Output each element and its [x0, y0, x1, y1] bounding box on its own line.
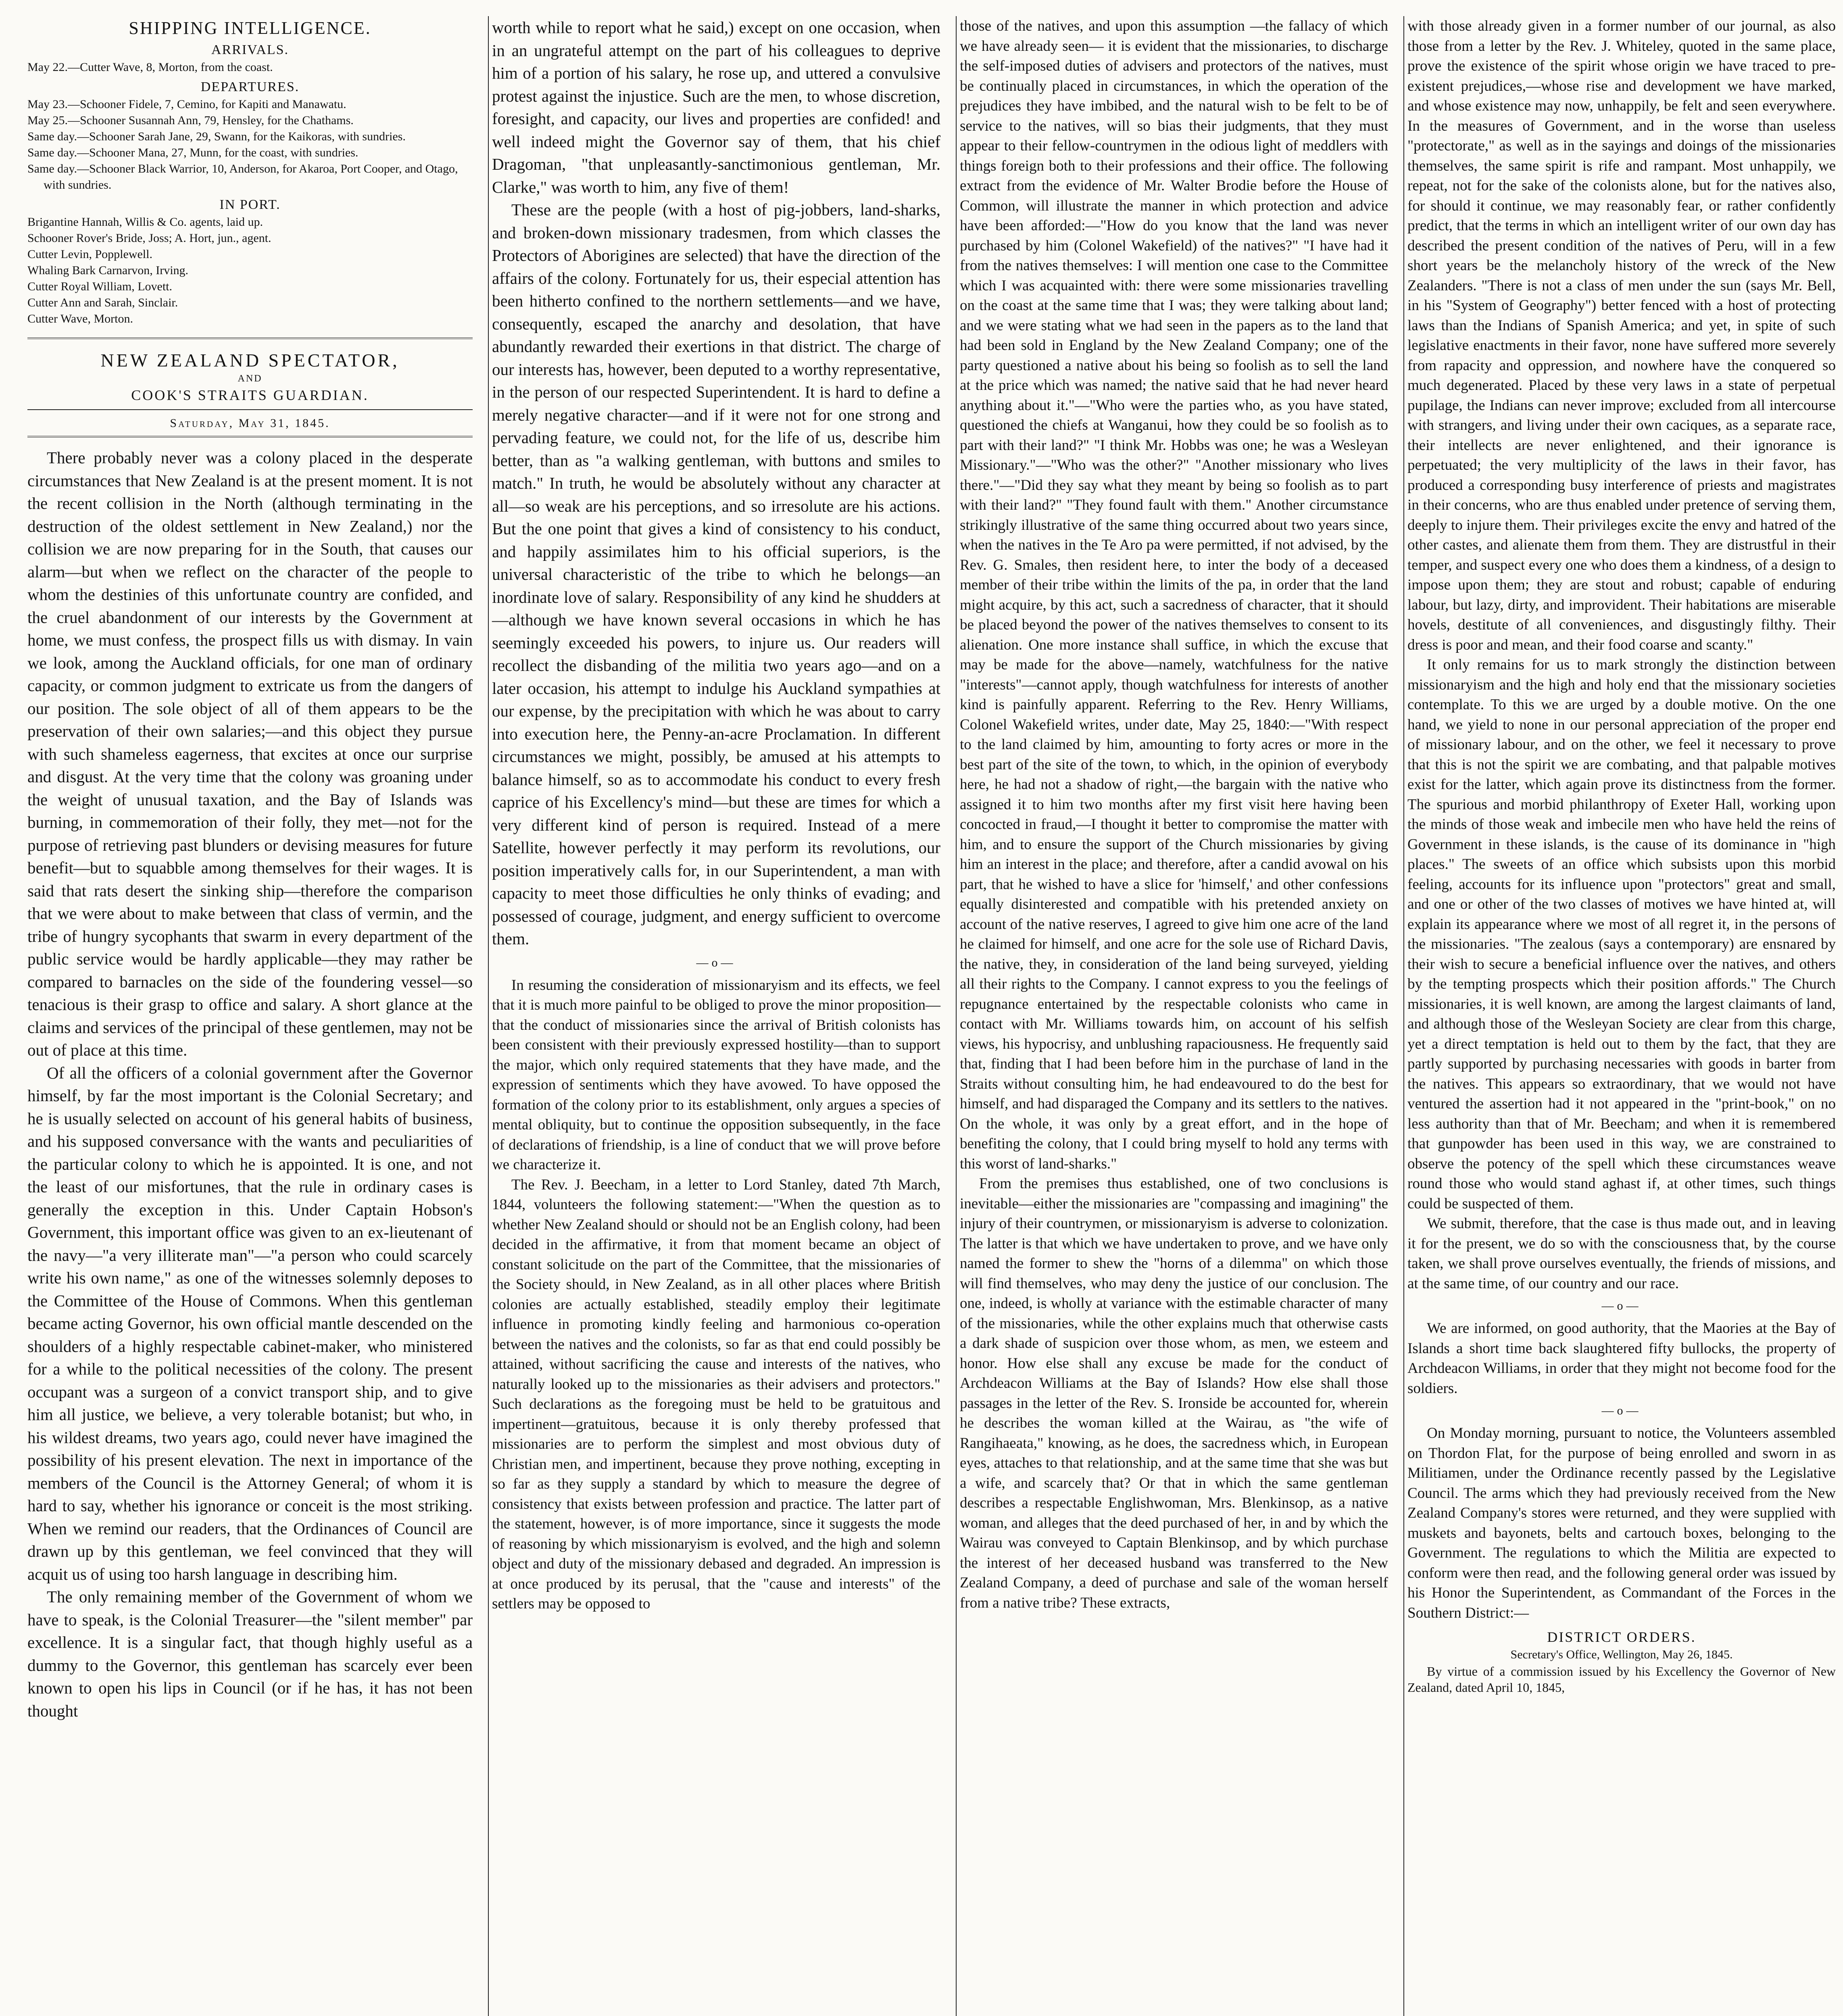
departure-entry: Same day.—Schooner Black Warrior, 10, Anderson, for Akaroa, Port Cooper, and Otago, with sundries. — [27, 162, 458, 192]
in-port-entry: Whaling Bark Carnarvon, Irving. — [27, 264, 189, 277]
section-separator: —o— — [1601, 1404, 1642, 1417]
arrivals-heading: ARRIVALS. — [211, 42, 289, 57]
article-paragraph: It only remains for us to mark strongly the distinction between missionaryism and the high and holy end that the missionary societies contemplate. To this we are urged by a double motive. On the one hand, we yield to none in our personal appreciation of the proper end of missionary labour, and on the other, we feel it necessary to prove that this is not the spirit we are combating, and that palpable motives exist for the latter, which again prove its distinctness from the former. The spurious and morbid philanthropy of Exeter Hall, working upon the minds of those weak and imbecile men who have held the reins of Government in these islands, is the cause of its dominance in "high places." The sweets of an office which subsists upon this morbid feeling, accounts for its influence upon "protectors" great and small, and one or other of the two classes of motives we have hinted at, will explain its appearance where we most of all regret it, in the persons of the missionaries. "The zealous (says a contemporary) are ensnared by their wish to secure a beneficial influence over the natives, and others by the tempting prospects which their position affords." The Church missionaries, it is well known, are among the largest claimants of land, and although those of the Wesleyan Society are clear from this charge, yet a direct temptation is held out to them by the fact, that they are partly supported by purchasing necessaries with goods in barter from the natives. This appears so extraordinary, that we would not have ventured the assertion had it not appeared in the "print-book," on no less authority than that of Mr. Beecham; and when it is remembered that gunpowder has been used in this way, we are constrained to observe the potency of the spell which these circumstances weave round those who would stand aghast if, at other times, such things could be suspected of them. — [1407, 656, 1836, 1212]
article-paragraph: those of the natives, and upon this assumption —the fallacy of which we have already seen— it is evident that the missionaries, to discharge the self-imposed duties of advisers and protectors of the natives, must be continually placed in circumstances, in which the operation of the prejudices they have imbibed, and the natural wish to be felt to be of service to the natives, will so bias their judgments, that they must appear to their fellow-countrymen in the odious light of meddlers with things foreign both to their professions and their office. The following extract from the evidence of Mr. Walter Brodie before the House of Common, will illustrate the manner in which protection and advice have been afforded:—"How do you know that the land was never purchased by him (Colonel Wakefield) of the natives?" "I have had it from the natives themselves: I will mention one case to the Committee which I was acquainted with: there were some missionaries travelling on the coast at the same time that I was; they were talking about land; and we were stating what we had seen in the papers as to the land that had been sold in England by the New Zealand Company; one of the party questioned a native about his being so foolish as to sell the land at the price which was named; the native said that he had never heard anything about it."—"Who were the parties who, as you have stated, questioned the chiefs at Wanganui, how they could be so foolish as to part with their land?" "I think Mr. Hobbs was one; he was a Wesleyan Missionary."—"Who was the other?" "Another missionary who lives there."—"Did they say what they meant by being so foolish as to part with their land?" "They found fault with them." Another circumstance strikingly illustrative of the same thing occurred about two years since, when the natives in the Te Aro pa were permitted, if not advised, by the Rev. G. Smales, then resident here, to inter the body of a deceased member of their tribe within the limits of the pa, in order that the land might acquire, by this act, such a sacredness of character, that it should be placed beyond the power of the natives themselves to consent to its alienation. One more instance shall suffice, in which the excuse that may be made for the above—namely, watchfulness for the native "interests"—cannot apply, though watchfulness for interests of another kind is painfully apparent. Referring to the Rev. Henry Williams, Colonel Wakefield writes, under date, May 25, 1840:—"With respect to the land claimed by him, amounting to forty acres or more in the best part of the site of the town, to which, in the opinion of everybody here, he had not a shadow of right,—the bargain with the native who assigned it to him two months after my first visit here having been concocted in fraud,—I thought it better to compromise the matter with him, and to ensure the support of the Church missionaries by giving him an interest in the place; and therefore, after a candid avowal on his part, that he wished to have a slice for 'himself,' and other confessions equally disinterested and compatible with his pretended anxiety on account of the native reserves, I agreed to give him one acre of the land he claimed for himself, and one acre for the sole use of Richard Davis, the native, they, in consideration of the land being surveyed, yielding all their rights to the Company. I cannot express to you the feelings of repugnance entertained by the respectable colonists who came in contact with Mr. Williams towards him, on account of his selfish views, his hypocrisy, and unblushing rapaciousness. He frequently said that, finding that I had been before him in the purchase of land in the Straits without consulting him, he had endeavoured to do the best for himself, and had disparaged the Company and its settlers to the natives. On the whole, it was only by a great effort, and in the hope of benefiting the colony, that I could bring myself to hold any terms with this worst of land-sharks." — [960, 18, 1388, 1172]
article-paragraph: There probably never was a colony placed in the desperate circumstances that New Zealand is at the present moment. It is not the recent collision in the North (although terminating in the destruction of the oldest settlement in New Zealand,) nor the collision we are now preparing for in the South, that causes our alarm—but when we reflect on the character of the people to whom the destinies of this unfortunate country are confided, and the cruel abandonment of our interests by the Government at home, we must confess, the prospect fills us with dismay. In vain we look, among the Auckland officials, for one man of ordinary capacity, or common judgment to extricate us from the dangers of our position. The sole object of all of them appears to be the preservation of their own salaries;—and this object they pursue with such shameless eagerness, that excites at once our surprise and disgust. At the very time that the colony was groaning under the weight of unusual taxation, and the Bay of Islands was burning, in commemoration of their folly, they met—not for the purpose of retrieving past blunders or devising measures for future benefit—but to squabble among themselves for their wages. It is said that rats desert the sinking ship—therefore the comparison that we were about to make between that class of vermin, and the tribe of hungry sycophants that swarm in every department of the public service would be hardly applicable—they may rather be compared to barnacles on the side of the foundering vessel—so tenacious is their grasp to office and salary. A short glance at the claims and services of the principal of these gentlemen, may not be out of place at this time. — [27, 448, 473, 1059]
masthead — [27, 350, 473, 437]
article-paragraph: Of all the officers of a colonial government after the Governor himself, by far the most important is the Colonial Secretary; and he is usually selected on account of his general habits of business, and his supposed conversance with the wants and peculiarities of the particular colony to which he is appointed. It is one, and not the least of our misfortunes, that the rule in ordinary cases is generally the exception in this. Under Captain Hobson's Government, this important office was given to an ex-lieutenant of the navy—"a very illiterate man"—"a person who could scarcely write his own name," as one of the witnesses solemnly deposes to the Committee of the House of Commons. When this gentleman became acting Governor, his own official mantle descended on the shoulders of a highly respectable cabinet-maker, who ministered for a while to the political necessities of the colony. The present occupant was a surgeon of a convict transport ship, and to give him all justice, we believe, a very tolerable botanist; but who, in his wildest dreams, two years ago, could never have imagined the possibility of his present elevation. The next in importance of the members of the Council is the Attorney General; of whom it is hard to say, whether his ignorance or conceit is the most striking. When we remind our readers, that the Ordinances of Council are drawn up by this gentleman, we feel convinced that they will acquit us of using too harsh language in describing him. — [27, 1063, 473, 1583]
paper-subtitle: COOK'S STRAITS GUARDIAN. — [131, 387, 369, 403]
issue-date: Saturday, May 31, 1845. — [170, 417, 330, 430]
section-separator: —o— — [1601, 1299, 1642, 1312]
article-paragraph: These are the people (with a host of pig-jobbers, land-sharks, and broken-down missionary tradesmen, from which classes the Protectors of Aborigines are selected) that have the direction of the affairs of the colony. Fortunately for us, their especial attention has been hitherto confined to the northern settlements—and we have, consequently, escaped the anarchy and desolation, that have abundantly rewarded their exertions in that district. The charge of our interests has, however, been deputed to a worthy representative, in the person of our respected Superintendent. It is hard to define a merely negative character—and if it were not for one strong and pervading feature, we could not, for the life of us, describe him better, than as "a walking gentleman, with buttons and smiles to match." In truth, he would be absolutely without any character at all—so weak are his perceptions, and so irresolute are his actions. But the one point that gives a kind of consistency to his conduct, and happily assimilates him to his official superiors, is the universal characteristic of the tribe to which he belongs—an inordinate love of salary. Responsibility of any kind he shudders at—although we have known several occasions in which he has seemingly exceeded his powers, to injure us. Our readers will recollect the disbanding of the militia two years ago—and on a later occasion, his attempt to indulge his Auckland sympathies at our expense, by the precipitation with which he was about to carry into execution here, the Penny-an-acre Proclamation. In different circumstances we might, possibly, be amused at his attempts to balance himself, so as to accommodate his conduct to every fresh caprice of his Excellency's mind—but these are times for which a very different kind of person is required. Instead of a mere Satellite, however perfectly it may perform its revolutions, our position imperatively calls for, in our Superintendent, a man with capacity to meet those difficulties he only thinks of evading; and possessed of courage, judgment, and energy sufficient to overcome them. — [492, 200, 940, 948]
column-3 — [956, 16, 1391, 2016]
divider — [27, 409, 473, 410]
divider — [27, 436, 473, 437]
divider — [27, 337, 473, 339]
paper-title: NEW ZEALAND SPECTATOR, — [100, 350, 400, 371]
district-orders-heading: DISTRICT ORDERS. — [1547, 1629, 1696, 1645]
departure-entry: Same day.—Schooner Sarah Jane, 29, Swann, for the Kaikoras, with sundries. — [27, 130, 406, 143]
district-orders-text: By virtue of a commission issued by his Excellency the Governor of New Zealand, dated April 10, 1845, — [1407, 1664, 1836, 1695]
article-paragraph: In resuming the consideration of missionaryism and its effects, we feel that it is much more painful to be obliged to prove the minor proposition—that the conduct of missionaries since the arrival of British colonists has been consistent with their previously expressed hostility—than to support the major, which only required statements that they have made, and the expression of sentiments which they have avowed. To have opposed the formation of the colony prior to its establishment, only argues a species of mental obliquity, but to continue the opposition subsequently, in the face of declarations of friendship, is a line of conduct that we will prove before we characterize it. — [492, 977, 940, 1173]
article-paragraph: The Rev. J. Beecham, in a letter to Lord Stanley, dated 7th March, 1844, volunteers the following statement:—"When the question as to whether New Zealand should or should not be an English colony, had been decided in the affirmative, it from that moment became an object of constant solicitude on the part of the Committee, that the missionaries of the Society should, in New Zealand, as in all other places where British colonies are actually established, steadily employ their legitimate influence in promoting kindly feeling and harmonious co-operation between the natives and the colonists, so far as that end could possibly be attained, without sacrificing the cause and interests of the natives, who naturally looked up to the missionaries as their advisers and protectors." Such declarations as the foregoing must be held to be gratuitous and impertinent—gratuitous, because it is only thereby professed that missionaries are to perform the simplest and most obvious duty of Christian men, and impertinent, because they prove nothing, excepting in so far as they supply a standard by which to measure the degree of consistency that exists between profession and practice. The latter part of the statement, however, is of more importance, since it suggests the mode of reasoning by which missionaryism is evolved, and the high and solemn object and duty of the missionary debased and degraded. An impression is at once produced by its perusal, that the "cause and interests" of the settlers may be opposed to — [492, 1176, 940, 1612]
shipping-intelligence — [27, 18, 473, 327]
in-port-entry: Cutter Levin, Popplewell. — [27, 248, 152, 261]
in-port-heading: IN PORT. — [219, 197, 281, 212]
arrival-entry: May 22.—Cutter Wave, 8, Morton, from the coast. — [27, 60, 273, 74]
news-item-paragraph: We are informed, on good authority, that the Maories at the Bay of Islands a short time back slaughtered fifty bullocks, the property of Archdeacon Williams, in order that they might not become food for the soldiers. — [1407, 1320, 1836, 1397]
departures-heading: DEPARTURES. — [200, 79, 300, 94]
article-paragraph: We submit, therefore, that the case is thus made out, and in leaving it for the present, we do so with the consciousness that, by the course taken, we shall prove ourselves eventually, the friends of missions, and at the same time, of our country and our race. — [1407, 1215, 1836, 1292]
news-item-paragraph: On Monday morning, pursuant to notice, the Volunteers assembled on Thordon Flat, for the purpose of being enrolled and sworn in as Militiamen, under the Ordinance recently passed by the Legislative Council. The arms which they had previously received from the New Zealand Company's stores were returned, and they were supplied with muskets and bayonets, belts and cartouch boxes, belonging to the Government. The regulations to which the Militia are expected to conform were then read, and the following general order was issued by his Honor the Superintendent, as Commandant of the Forces in the Southern District:— — [1407, 1425, 1836, 1621]
article-paragraph: The only remaining member of the Government of whom we have to speak, is the Colonial Treasurer—the "silent member" par excellence. It is a singular fact, that though highly useful as a dummy to the Governor, this gentleman has scarcely ever been known to open his lips in Council (or if he has, it has not been thought — [27, 1587, 473, 1720]
in-port-entry: Schooner Rover's Bride, Joss; A. Hort, jun., agent. — [27, 231, 271, 245]
district-orders-office: Secretary's Office, Wellington, May 26, 1845. — [1510, 1648, 1733, 1661]
article-paragraph: From the premises thus established, one of two conclusions is inevitable—either the missionaries are "compassing and imagining" the injury of their countrymen, or missionaryism is adverse to colonization. The latter is that which we have undertaken to prove, and we have only named the former to shew the "horns of a dilemma" on which those will find themselves, who may deny the justice of our conclusion. The one, indeed, is wholly at variance with the estimable character of many of the missionaries, while the other explains much that otherwise casts a dark shade of suspicion over those whom, as men, we esteem and honor. How else shall any excuse be made for the conduct of Archdeacon Williams at the Bay of Islands? How else shall those passages in the letter of the Rev. S. Ironside be accounted for, wherein he describes the woman killed at the Wairau, as "the wife of Rangihaeata," knowing, as he does, the sacredness which, in European eyes, attaches to that relationship, and at the same time that she was but a wife, and scarcely that? Or that in which the same gentleman describes a respectable Englishwoman, Mrs. Blenkinsop, as a native woman, and alleges that the deed purchased of her, in and by which the Wairau was conveyed to Captain Blenkinsop, and by which purchase the interest of her deceased husband was transferred to the New Zealand Company, a deed of purchase and sale of the woman herself from a native tribe? These extracts, — [960, 1175, 1388, 1611]
departure-entry: May 23.—Schooner Fidele, 7, Cemino, for Kapiti and Manawatu. — [27, 98, 346, 111]
in-port-entry: Cutter Wave, Morton. — [27, 312, 133, 325]
in-port-entry: Cutter Royal William, Lovett. — [27, 280, 173, 293]
column-4 — [1403, 16, 1839, 2016]
in-port-entry: Cutter Ann and Sarah, Sinclair. — [27, 296, 178, 309]
column-1 — [24, 16, 476, 2016]
departure-entry: May 25.—Schooner Susannah Ann, 79, Hensley, for the Chathams. — [27, 114, 354, 127]
column-2 — [488, 16, 944, 2016]
departure-entry: Same day.—Schooner Mana, 27, Munn, for the coast, with sundries. — [27, 146, 359, 159]
in-port-entry: Brigantine Hannah, Willis & Co. agents, laid up. — [27, 215, 263, 229]
paper-and: AND — [238, 373, 263, 384]
shipping-title: SHIPPING INTELLIGENCE. — [129, 18, 371, 38]
article-paragraph: worth while to report what he said,) except on one occasion, when in an ungrateful attempt on the part of his colleagues to deprive him of a portion of his salary, he rose up, and uttered a convulsive protest against the injustice. Such are the men, to whose discretion, foresight, and capacity, our lives and properties are confided! and well indeed might the Governor say of them, that his chief Dragoman, "that unpleasantly-sanctimonious gentleman, Mr. Clarke," was worth to him, any five of them! — [492, 18, 940, 196]
article-paragraph: with those already given in a former number of our journal, as also those from a letter by the Rev. J. Whiteley, quoted in the same place, prove the existence of the spirit whose origin we have traced to pre-existent prejudices,—whose rise and development we have marked, and whose existence may now, unhappily, be felt and seen everywhere. In the measures of Government, and in the worse than useless "protectorate," as well as in the sayings and doings of the missionaries themselves, the same spirit is rife and rampant. Most unhappily, we repeat, not for the sake of the colonists alone, but for the natives also, for should it continue, we may reasonably fear, or rather confidently predict, that the terms in which an intelligent writer of our own day has described the present condition of the natives of Peru, will in a few short years be the melancholy history of the wreck of the New Zealanders. "There is not a class of men under the sun (says Mr. Bell, in his "System of Geography") better fenced with a host of protecting laws than the Indians of Spanish America; and yet, in spite of such legislative enactments in their favor, none have suffered more severely from rapacity and oppression, and nowhere have the conquered so much degenerated. Placed by these very laws in a state of perpetual pupilage, the Indians can never improve; excluded from all intercourse with strangers, and living under their own caciques, as a separate race, their intellects are never enlightened, and their ignorance is perpetuated; the very multiplicity of the laws in their favor, has produced a corresponding busy interference of priests and magistrates in their concerns, who are thus enabled under pretence of serving them, deeply to injure them. Their privileges excite the envy and hatred of the other castes, and alienate them from them. They are distrustful in their temper, and suspect every one who does them a kindness, of a design to impose upon them; they are stout and robust; capable of enduring labour, but lazy, dirty, and improvident. Their habitations are miserable hovels, destitute of all conveniences, and disgustingly filthy. Their dress is poor and mean, and their food coarse and scanty." — [1407, 18, 1836, 653]
column-container — [24, 16, 1836, 2016]
section-separator: —o— — [696, 956, 736, 969]
